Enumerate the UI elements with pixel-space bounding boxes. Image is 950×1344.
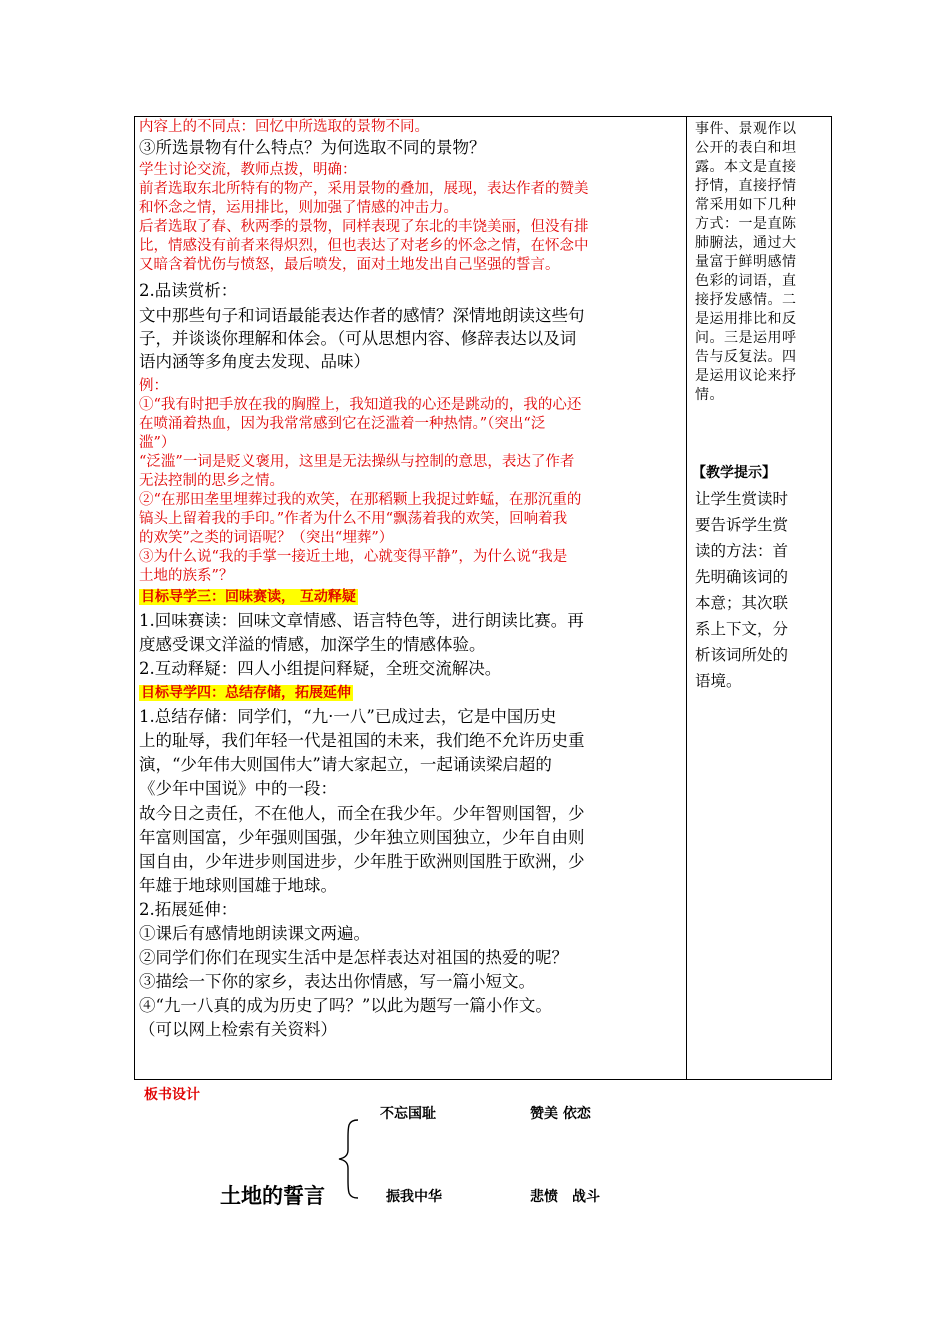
side-note-line: 是运用排比和反 [695, 311, 797, 327]
main-text-line: 2.互动释疑：四人小组提问释疑，全班交流解决。 [139, 659, 502, 678]
side-note-line: 方式：一是直陈 [695, 216, 797, 232]
side-note-line: 色彩的词语，直 [695, 273, 797, 289]
side-note-line: 情。 [695, 387, 724, 403]
brace-icon [336, 1118, 362, 1200]
main-text-line: 子，并谈谈你理解和体会。（可从思想内容、修辞表达以及词 [139, 329, 577, 348]
board-design-title: 板书设计 [144, 1087, 200, 1103]
side-note-line: 事件、景观作以 [695, 121, 797, 137]
main-text-line: 2.品读赏析： [139, 281, 238, 300]
main-text-line: 土地的族系”？ [139, 568, 234, 584]
teaching-tip-title: 【教学提示】 [692, 465, 776, 481]
main-text-line: 《少年中国说》中的一段： [139, 779, 337, 798]
main-text-line: ③描绘一下你的家乡，表达出你情感，写一篇小短文。 [139, 972, 535, 991]
main-text-line: 和怀念之情，运用排比，则加强了情感的冲击力。 [139, 200, 458, 216]
main-text-line: ②同学们你们在现实生活中是怎样表达对祖国的热爱的呢？ [139, 948, 568, 967]
side-note-line: 量富于鲜明感情 [695, 254, 797, 270]
main-text-line: “泛滥”一词是贬义褒用，这里是无法操纵与控制的意思，表达了作者 [139, 454, 575, 470]
main-text-line: 年雄于地球则国雄于地球。 [139, 876, 337, 895]
main-text-line: ③为什么说“我的手掌一接近土地，心就变得平静”，为什么说“我是 [139, 549, 568, 565]
teaching-tip-line: 要告诉学生赏 [695, 516, 789, 534]
board-bottom-left: 振我中华 [386, 1189, 442, 1205]
main-text-line: ②“在那田垄里埋葬过我的欢笑，在那稻颗上我捉过蚱蜢，在那沉重的 [139, 492, 582, 508]
teaching-tip-line: 读的方法：首 [695, 542, 789, 560]
main-text-line: 在喷涌着热血，因为我常常感到它在泛滥着一种热情。”（突出“泛 [139, 416, 546, 432]
main-text-line: 上的耻辱，我们年轻一代是祖国的未来，我们绝不允许历史重 [139, 731, 585, 750]
main-text-line: 内容上的不同点：回忆中所选取的景物不同。 [139, 119, 429, 135]
main-text-line: 滥”） [139, 435, 176, 451]
main-text-line: 2.拓展延伸： [139, 900, 238, 919]
side-note-line: 问。三是运用呼 [695, 330, 797, 346]
teaching-tip-line: 先明确该词的 [695, 568, 789, 586]
teaching-tip-line: 语境。 [695, 672, 742, 690]
main-text-line: 学生讨论交流，教师点拨，明确： [139, 162, 357, 178]
main-text-line [139, 682, 353, 702]
side-note-line: 接抒发感情。二 [695, 292, 797, 308]
board-top-left: 不忘国耻 [380, 1106, 436, 1122]
main-text-line: 度感受课文洋溢的情感，加深学生的情感体验。 [139, 635, 486, 654]
teaching-tip-line: 系上下文，分 [695, 620, 789, 638]
board-top-right: 赞美 依恋 [530, 1106, 591, 1122]
main-text-line: 语内涵等多角度去发现、品味） [139, 352, 370, 371]
main-text-line: ①“我有时把手放在我的胸膛上，我知道我的心还是跳动的，我的心还 [139, 397, 582, 413]
main-text-line: 故今日之责任，不在他人，而全在我少年。少年智则国智，少 [139, 804, 585, 823]
main-text-line: 国自由，少年进步则国进步，少年胜于欧洲则国胜于欧洲，少 [139, 852, 585, 871]
main-text-line: ③所选景物有什么特点？为何选取不同的景物？ [139, 138, 486, 157]
main-text-line: 无法控制的思乡之情。 [139, 473, 284, 489]
main-text-line: 演，“少年伟大则国伟大”请大家起立，一起诵读梁启超的 [139, 755, 552, 774]
board-main-title: 土地的誓言 [220, 1184, 325, 1208]
main-text-line: 又暗含着忧伤与愤怒，最后喷发，面对土地发出自己坚强的誓言。 [139, 257, 560, 273]
main-text-line: （可以网上检索有关资料） [139, 1020, 337, 1039]
main-text-line [139, 586, 358, 606]
main-text-line: 比，情感没有前者来得炽烈，但也表达了对老乡的怀念之情，在怀念中 [139, 238, 589, 254]
main-text-line: 文中那些句子和词语最能表达作者的感情？深情地朗读这些句 [139, 306, 585, 325]
main-text-line: ①课后有感情地朗读课文两遍。 [139, 924, 370, 943]
main-text-line: 后者选取了春、秋两季的景物，同样表现了东北的丰饶美丽，但没有排 [139, 219, 589, 235]
section-heading: 目标导学四：总结存储，拓展延伸 [141, 685, 351, 701]
lesson-table [134, 116, 832, 1080]
column-divider [686, 117, 687, 1079]
teaching-tip-line: 让学生赏读时 [695, 490, 789, 508]
main-text-line: 前者选取东北所特有的物产，采用景物的叠加，展现，表达作者的赞美 [139, 181, 589, 197]
teaching-tip-line: 析该词所处的 [695, 646, 789, 664]
side-note-line: 常采用如下几种 [695, 197, 797, 213]
side-note-line: 告与反复法。四 [695, 349, 797, 365]
teaching-tip-line: 本意；其次联 [695, 594, 789, 612]
main-text-line: 镐头上留着我的手印。”作者为什么不用“飘荡着我的欢笑，回响着我 [139, 511, 568, 527]
main-text-line: 1.回味赛读：回味文章情感、语言特色等，进行朗读比赛。再 [139, 611, 584, 630]
side-note-line: 是运用议论来抒 [695, 368, 797, 384]
board-bottom-right: 悲愤 战斗 [530, 1189, 600, 1205]
side-note-line: 露。本文是直接 [695, 159, 797, 175]
side-note-line: 肺腑法，通过大 [695, 235, 797, 251]
side-note-line: 公开的表白和坦 [695, 140, 797, 156]
side-note-line: 抒情，直接抒情 [695, 178, 797, 194]
main-text-line: 1.总结存储：同学们，“九·一八”已成过去，它是中国历史 [139, 707, 557, 726]
main-text-line: 的欢笑”之类的词语呢？（突出“埋葬”） [139, 530, 394, 546]
section-heading: 目标导学三：回味赛读， 互动释疑 [141, 589, 356, 605]
main-text-line: ④“九一八真的成为历史了吗？”以此为题写一篇小作文。 [139, 996, 552, 1015]
main-text-line: 年富则国富，少年强则国强，少年独立则国独立，少年自由则 [139, 828, 585, 847]
main-text-line: 例： [139, 378, 168, 394]
